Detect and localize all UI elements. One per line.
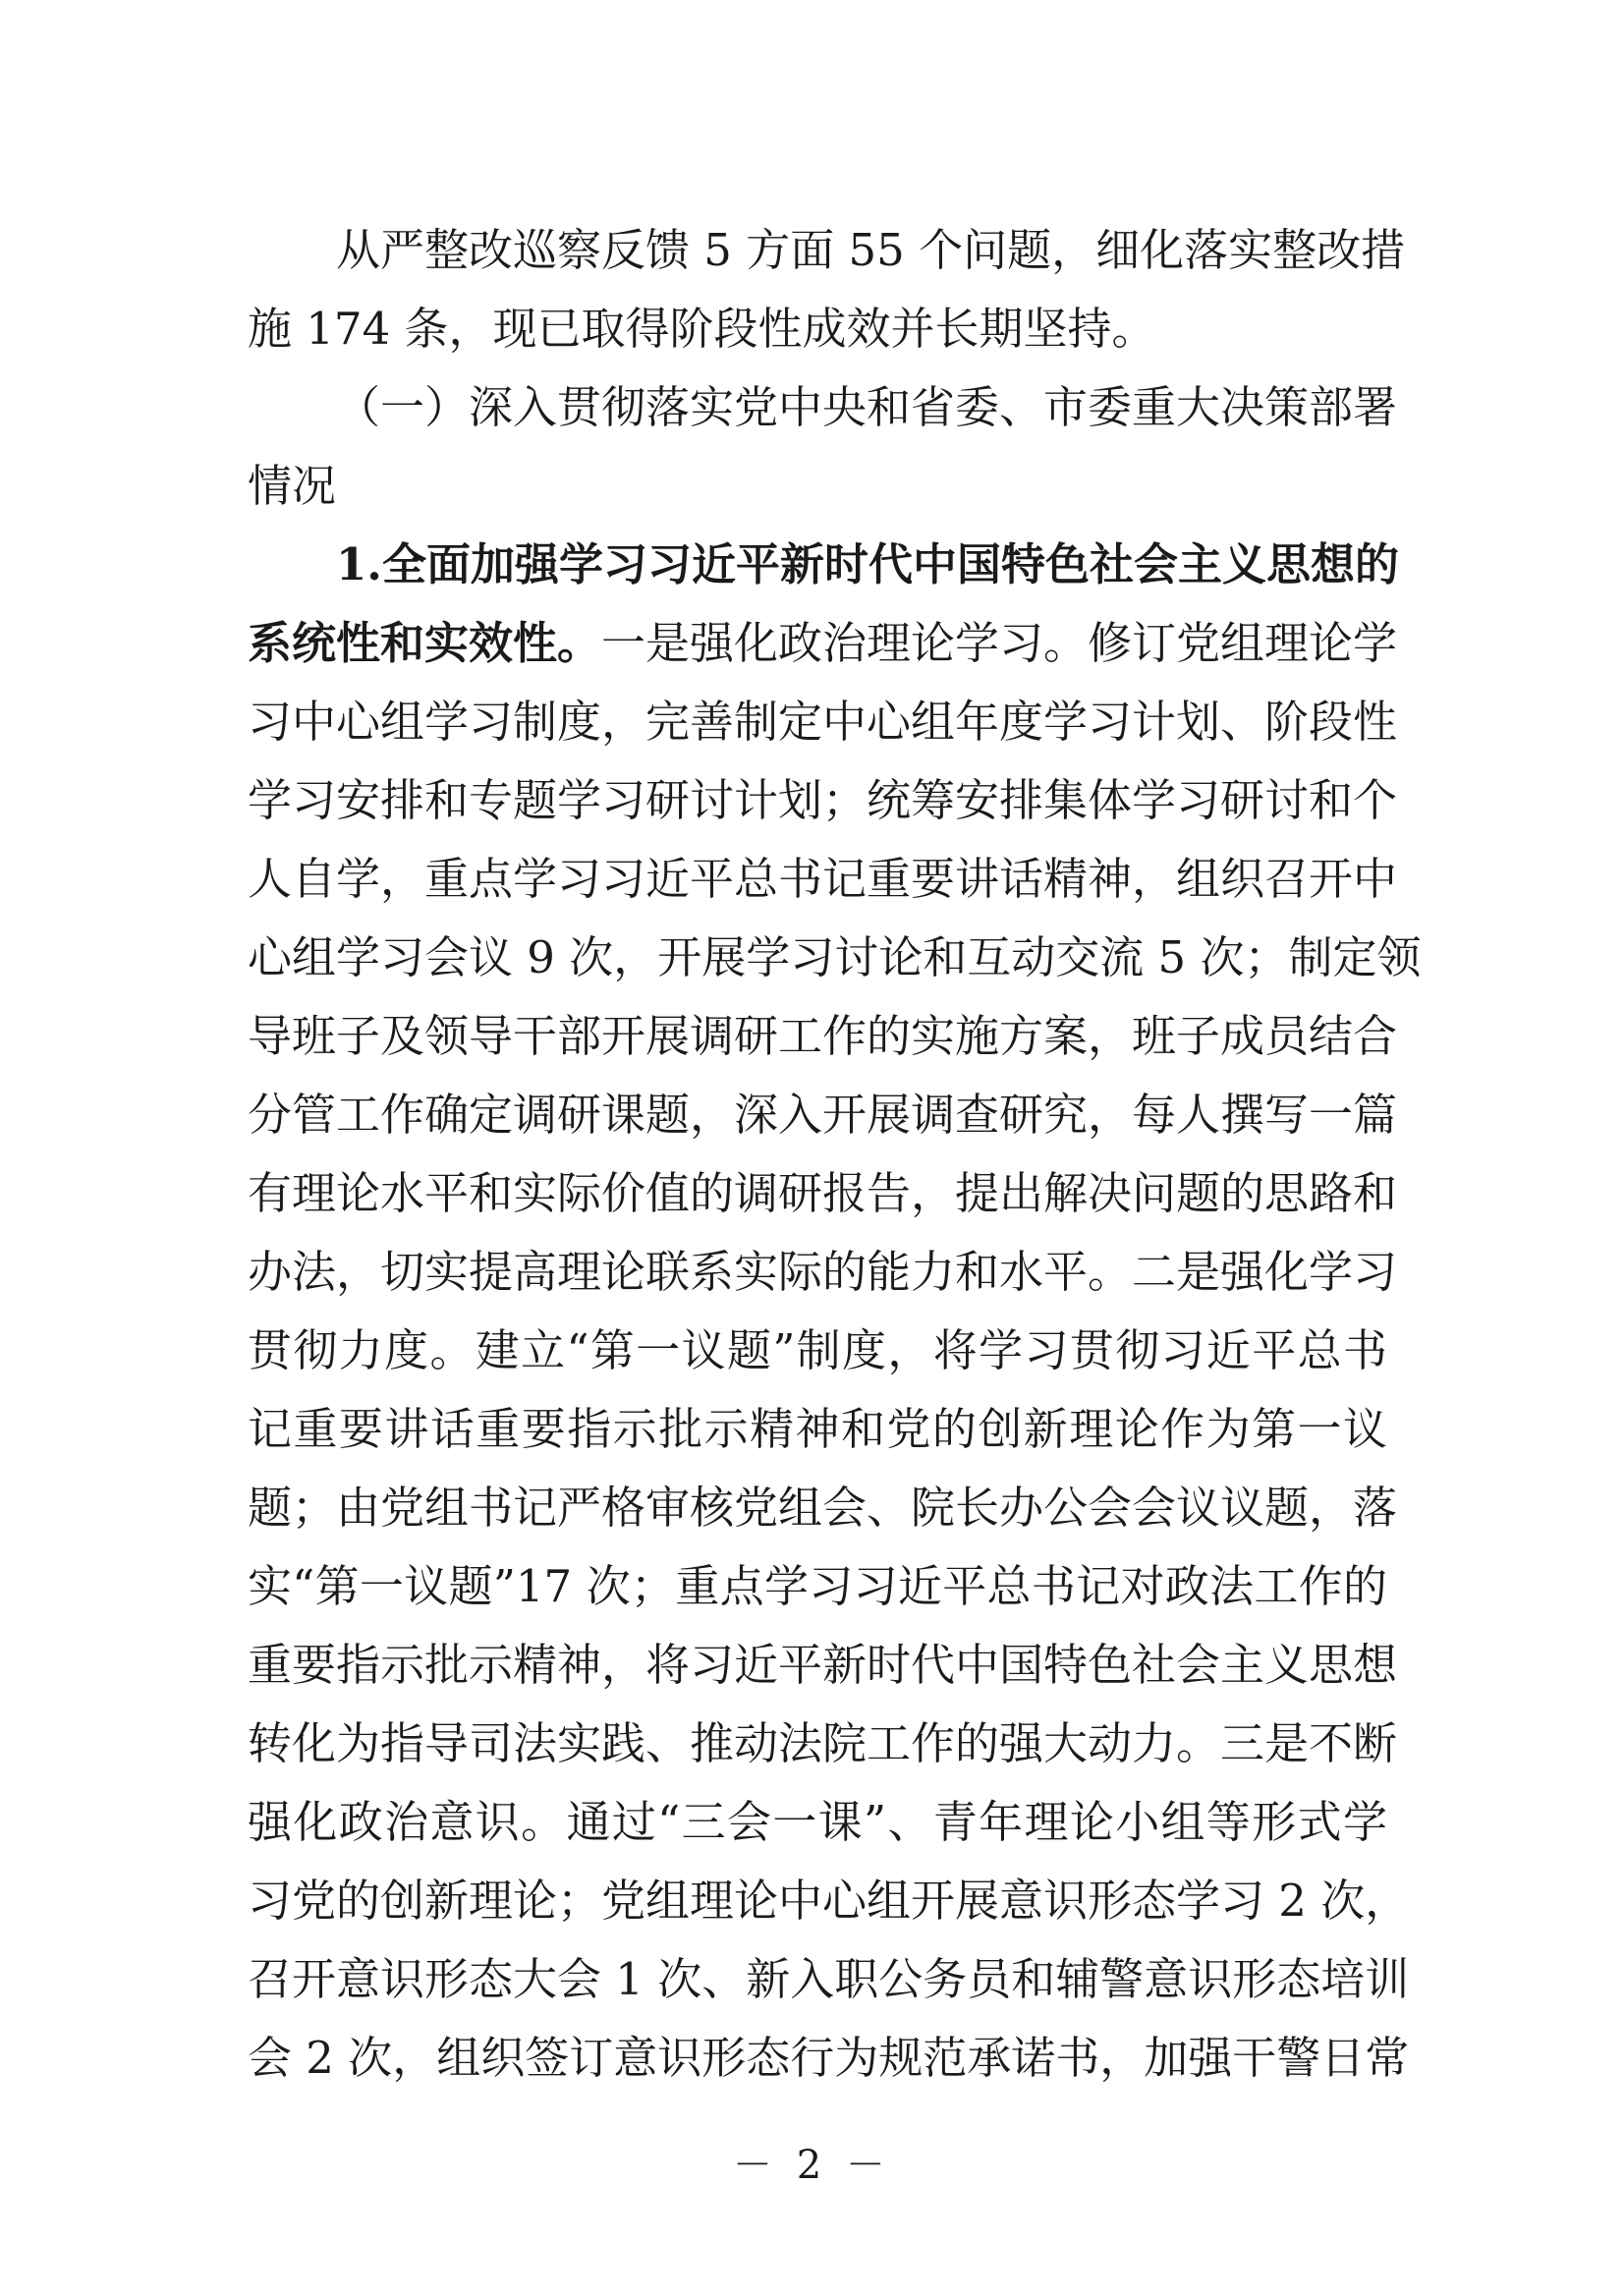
text-line: 重要指示批示精神，将习近平新时代中国特色社会主义思想 (248, 1639, 1398, 1691)
text-line: 贯彻力度。建立“第一议题”制度，将学习贯彻习近平总书 (248, 1324, 1387, 1376)
heading-line: 情况 (248, 460, 337, 512)
text-line: 心组学习会议 9 次，开展学习讨论和互动交流 5 次；制定领 (248, 931, 1422, 983)
text-line: 实“第一议题”17 次；重点学习习近平总书记对政法工作的 (248, 1560, 1387, 1612)
text-line: 有理论水平和实际价值的调研报告，提出解决问题的思路和 (248, 1167, 1398, 1219)
text-line: 办法，切实提高理论联系实际的能力和水平。二是强化学习 (248, 1246, 1398, 1298)
text-line (248, 604, 1398, 683)
text-line: 召开意识形态大会 1 次、新入职公务员和辅警意识形态培训 (248, 1953, 1410, 2005)
text-line: 强化政治意识。通过“三会一课”、青年理论小组等形式学 (248, 1796, 1387, 1848)
intro-paragraph (248, 211, 1406, 368)
text-line: 习中心组学习制度，完善制定中心组年度学习计划、阶段性 (248, 696, 1398, 748)
subheading-tail: 系统性和实效性。 (248, 617, 602, 669)
subheading-line: 1.全面加强学习习近平新时代中国特色社会主义思想的 (336, 538, 1399, 590)
body-paragraph (248, 526, 1422, 2098)
text-line: 人自学，重点学习习近平总书记重要讲话精神，组织召开中 (248, 853, 1398, 905)
text-line: 学习安排和专题学习研讨计划；统筹安排集体学习研讨和个 (248, 774, 1398, 826)
text-line: 施 174 条，现已取得阶段性成效并长期坚持。 (248, 303, 1156, 355)
text-line: 导班子及领导干部开展调研工作的实施方案，班子成员结合 (248, 1010, 1398, 1062)
text-line: 从严整改巡察反馈 5 方面 55 个问题，细化落实整改措 (336, 224, 1406, 276)
text-span: 一是强化政治理论学习。修订党组理论学 (601, 617, 1398, 669)
text-line: 题；由党组书记严格审核党组会、院长办公会会议议题，落 (248, 1482, 1398, 1534)
text-line: 习党的创新理论；党组理论中心组开展意识形态学习 2 次， (248, 1875, 1410, 1927)
heading-line: （一）深入贯彻落实党中央和省委、市委重大决策部署 (336, 381, 1398, 433)
document-body (248, 211, 1422, 2098)
text-line: 记重要讲话重要指示批示精神和党的创新理论作为第一议 (248, 1403, 1387, 1455)
text-line: 转化为指导司法实践、推动法院工作的强大动力。三是不断 (248, 1717, 1398, 1769)
text-line: 会 2 次，组织签订意识形态行为规范承诺书，加强干警日常 (248, 2032, 1410, 2084)
section-heading (248, 368, 1398, 526)
text-line: 分管工作确定调研课题，深入开展调查研究，每人撰写一篇 (248, 1089, 1398, 1141)
page-number: － 2 － (733, 2143, 891, 2188)
